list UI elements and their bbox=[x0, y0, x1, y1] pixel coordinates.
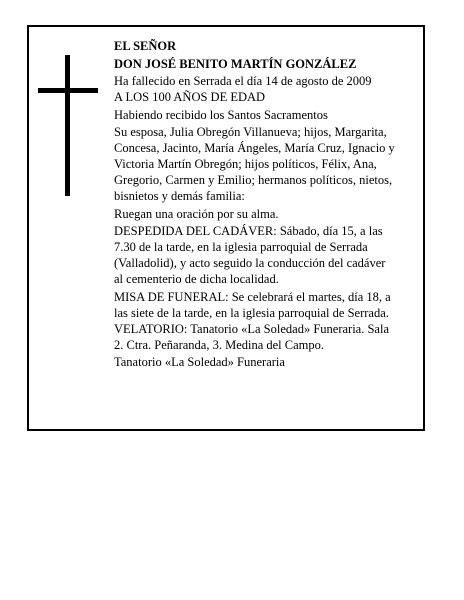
passing-line: Ha fallecido en Serrada el día 14 de agosto de 2009 bbox=[114, 74, 372, 88]
despedida-line: DESPEDIDA DEL CADÁVER: Sábado, día 15, a las bbox=[114, 224, 383, 238]
title-line-2: DON JOSÉ BENITO MARTÍN GONZÁLEZ bbox=[114, 56, 357, 71]
despedida-line: al cementerio de dicha localidad. bbox=[114, 272, 279, 286]
prayer-line: Ruegan una oración por su alma. bbox=[114, 206, 279, 221]
despedida-line: (Valladolid), y acto seguido la conducción del cadáver bbox=[114, 256, 386, 270]
family-line: Gregorio, Carmen y Emilio; hermanos políticos, nietos, bbox=[114, 173, 393, 187]
family-line: Victoria Martín Obregón; hijos políticos, Félix, Ana, bbox=[114, 157, 377, 171]
family-line: Su esposa, Julia Obregón Villanueva; hijos, Margarita, bbox=[114, 125, 387, 139]
cross-horizontal-bar bbox=[38, 88, 98, 93]
age-line: A LOS 100 AÑOS DE EDAD bbox=[114, 90, 266, 104]
cross-vertical-bar bbox=[65, 55, 70, 196]
misa-line: las siete de la tarde, en la iglesia parroquial de Serrada. bbox=[114, 305, 389, 320]
obituary-text bbox=[114, 38, 422, 370]
velatorio-line: VELATORIO: Tanatorio «La Soledad» Funeraria. Sala bbox=[114, 321, 389, 336]
family-line: Concesa, Jacinto, María Ángeles, María Cruz, Ignacio y bbox=[114, 141, 395, 155]
cross-icon bbox=[38, 55, 98, 196]
title-line-1: EL SEÑOR bbox=[114, 39, 177, 53]
velatorio-line: 2. Ctra. Peñaranda, 3. Medina del Campo. bbox=[114, 337, 325, 352]
footer-line: Tanatorio «La Soledad» Funeraria bbox=[114, 355, 285, 369]
sacraments-line: Habiendo recibido los Santos Sacramentos bbox=[114, 107, 328, 122]
family-line: bisnietos y demás familia: bbox=[114, 189, 245, 203]
despedida-line: 7.30 de la tarde, en la iglesia parroquial de Serrada bbox=[114, 240, 368, 254]
misa-line: MISA DE FUNERAL: Se celebrará el martes, día 18, a bbox=[114, 289, 391, 304]
